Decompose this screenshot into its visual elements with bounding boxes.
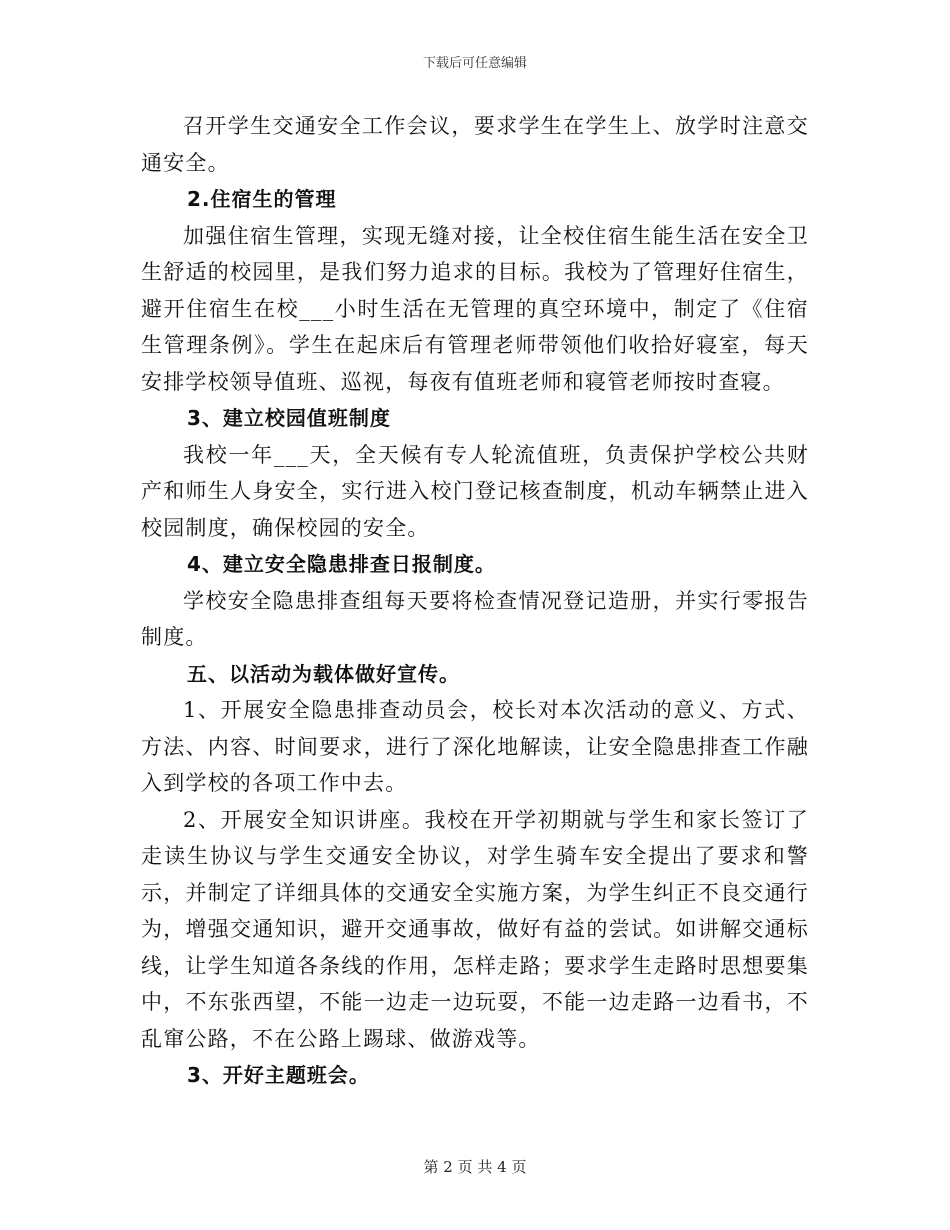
document-body — [141, 108, 809, 1094]
paragraph-traffic-meeting: 召开学生交通安全工作会议，要求学生在学生上、放学时注意交通安全。 — [141, 114, 809, 175]
paragraph-boarding-management: 加强住宿生管理，实现无缝对接，让全校住宿生能生活在安全卫生舒适的校园里，是我们努力追求的目标。我校为了管理好住宿生，避开住宿生在校___小时生活在无管理的真空环境中，制定了《住宿生管理条例》。学生在起床后有管理老师带领他们收拾好寝室，每天安排学校领导值班、巡视，每夜有值班老师和寝管老师按时查寝。 — [141, 223, 809, 394]
heading-duty-system: 3、建立校园值班制度 — [187, 406, 391, 430]
page-header: 下载后可任意编辑 — [422, 56, 527, 71]
heading-publicity-activities: 五、以活动为载体做好宣传。 — [187, 661, 460, 686]
heading-boarding-management: 2.住宿生的管理 — [187, 187, 337, 211]
page-number: 第 2 页 共 4 页 — [423, 1158, 527, 1176]
heading-theme-class-meeting: 3、开好主题班会。 — [187, 1063, 370, 1087]
paragraph-daily-report: 学校安全隐患排查组每天要将检查情况登记造册，并实行零报告制度。 — [141, 588, 809, 649]
paragraph-duty-system: 我校一年___天，全天候有专人轮流值班，负责保护学校公共财产和师生人身安全，实行进入校门登记核查制度，机动车辆禁止进入校园制度，确保校园的安全。 — [141, 442, 809, 540]
paragraph-safety-lecture: 2、开展安全知识讲座。我校在开学初期就与学生和家长签订了走读生协议与学生交通安全协议，对学生骑车安全提出了要求和警示，并制定了详细具体的交通安全实施方案，为学生纠正不良交通行为，增强交通知识，避开交通事故，做好有益的尝试。如讲解交通标线，让学生知道各条线的作用，怎样走路；要求学生走路时思想要集中，不东张西望，不能一边走一边玩耍，不能一边走路一边看书，不乱窜公路，不在公路上踢球、做游戏等。 — [141, 807, 809, 1051]
paragraph-mobilization-meeting: 1、开展安全隐患排查动员会，校长对本次活动的意义、方式、方法、内容、时间要求，进行了深化地解读，让安全隐患排查工作融入到学校的各项工作中去。 — [141, 698, 809, 795]
heading-daily-report: 4、建立安全隐患排查日报制度。 — [187, 552, 496, 576]
